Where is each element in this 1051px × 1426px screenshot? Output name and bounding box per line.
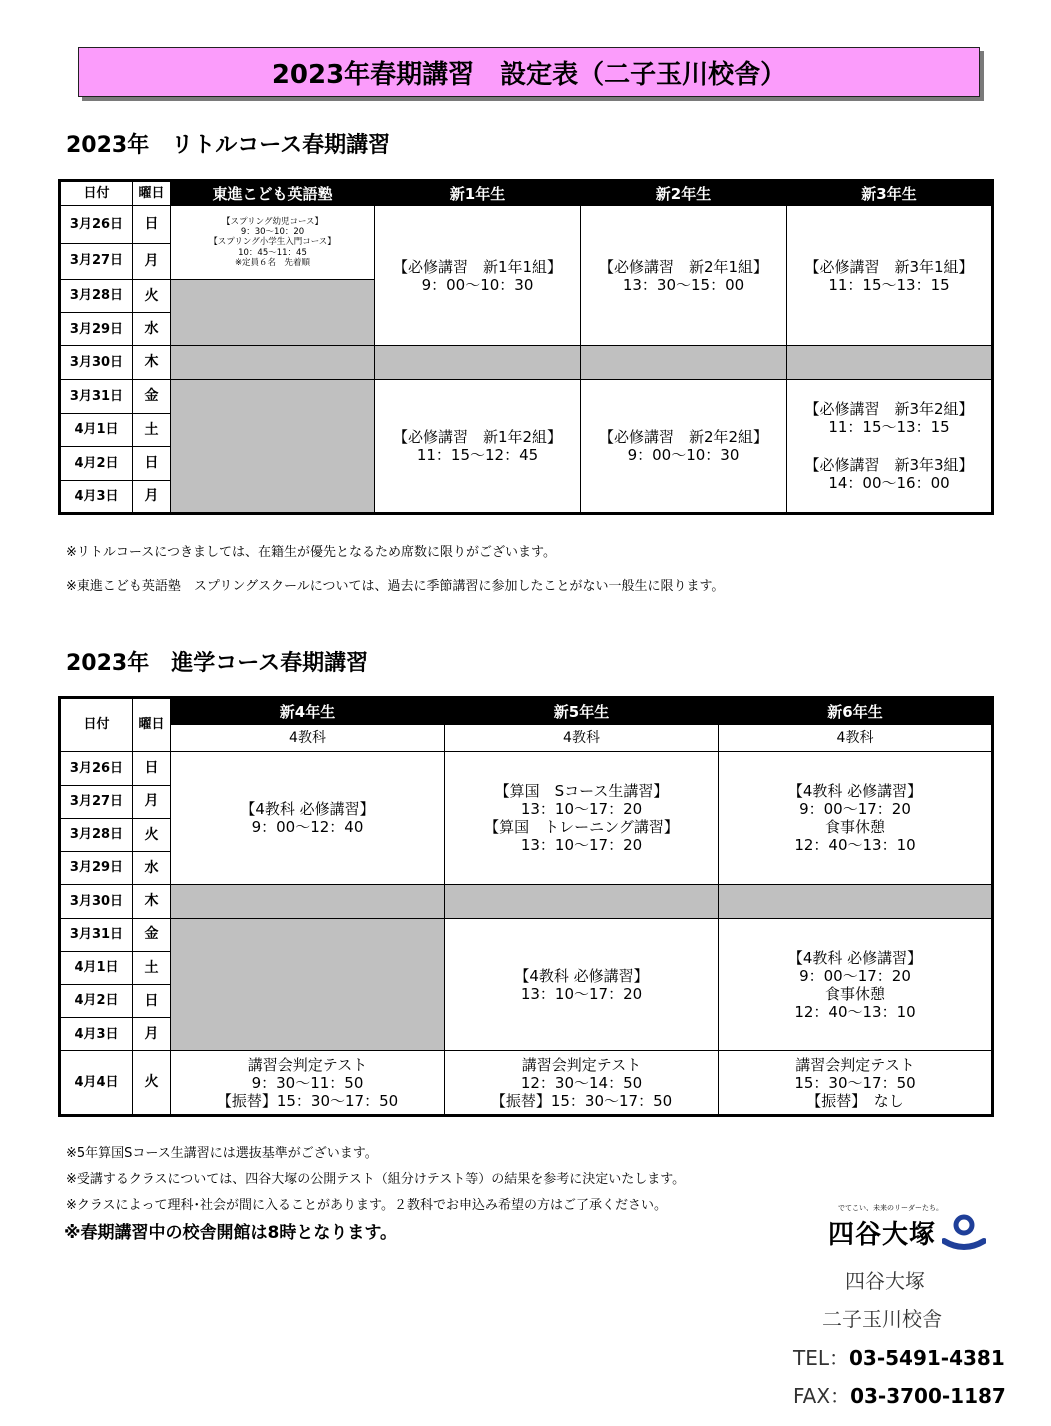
header-grade1: 新1年生 bbox=[375, 181, 581, 206]
date-cell: 3月30日 bbox=[60, 885, 133, 918]
grade5-required: 【4教科 必修講習】 13：10～17：20 bbox=[445, 918, 719, 1051]
grade6-required: 【4教科 必修講習】 9：00～17：20 食事休憩 12：40～13：10 bbox=[719, 752, 993, 885]
grade2-class1: 【必修講習 新2年1組】 13：30～15：00 bbox=[581, 206, 787, 346]
date-cell: 4月2日 bbox=[60, 985, 133, 1018]
weekday-cell: 金 bbox=[133, 918, 171, 951]
empty-cell bbox=[445, 885, 719, 918]
header-weekday: 曜日 bbox=[133, 698, 171, 752]
date-cell: 3月31日 bbox=[60, 379, 133, 413]
header-grade4: 新4年生 bbox=[171, 698, 445, 725]
date-cell: 3月27日 bbox=[60, 785, 133, 818]
grade2-class2: 【必修講習 新2年2組】 9：00～10：30 bbox=[581, 379, 787, 513]
header-weekday: 曜日 bbox=[133, 181, 171, 206]
empty-cell bbox=[581, 346, 787, 379]
grade3-class2-3: 【必修講習 新3年2組】 11：15～13：15 【必修講習 新3年3組】 14：00～16：00 bbox=[787, 379, 993, 513]
shingaku-note-3: ※クラスによって理科･社会が間に入ることがあります。２教科でお申込み希望の方はご了承ください。 bbox=[66, 1198, 667, 1213]
weekday-cell: 水 bbox=[133, 852, 171, 885]
weekday-cell: 月 bbox=[133, 480, 171, 513]
brand-name: 四谷大塚 bbox=[828, 1219, 937, 1250]
weekday-cell: 火 bbox=[133, 279, 171, 312]
date-cell: 3月30日 bbox=[60, 346, 133, 379]
shingaku-course-heading: 2023年 進学コース春期講習 bbox=[66, 651, 369, 676]
weekday-cell: 日 bbox=[133, 985, 171, 1018]
empty-cell bbox=[171, 379, 375, 513]
little-note-2: ※東進こども英語塾 スプリングスクールについては、過去に季節講習に参加したことがない一般生に限ります。 bbox=[66, 579, 725, 594]
header-grade6: 新6年生 bbox=[719, 698, 993, 725]
weekday-cell: 月 bbox=[133, 243, 171, 279]
empty-cell bbox=[787, 346, 993, 379]
weekday-cell: 火 bbox=[133, 818, 171, 851]
grade6-test: 講習会判定テスト 15：30～17：50 【振替】 なし bbox=[719, 1051, 993, 1116]
grade3-class1: 【必修講習 新3年1組】 11：15～13：15 bbox=[787, 206, 993, 346]
header-english: 東進こども英語塾 bbox=[171, 181, 375, 206]
little-course-heading: 2023年 リトルコース春期講習 bbox=[66, 133, 391, 158]
empty-cell bbox=[171, 885, 445, 918]
shingaku-note-1: ※5年算国Sコース生講習には選抜基準がございます。 bbox=[66, 1146, 378, 1161]
weekday-cell: 木 bbox=[133, 885, 171, 918]
header-date: 日付 bbox=[60, 698, 133, 752]
contact-fax: FAX：03-3700-1187 bbox=[793, 1384, 1006, 1408]
date-cell: 4月4日 bbox=[60, 1051, 133, 1116]
grade6-required-2: 【4教科 必修講習】 9：00～17：20 食事休憩 12：40～13：10 bbox=[719, 918, 993, 1051]
header-grade5: 新5年生 bbox=[445, 698, 719, 725]
weekday-cell: 日 bbox=[133, 206, 171, 243]
date-cell: 3月28日 bbox=[60, 818, 133, 851]
empty-cell bbox=[719, 885, 993, 918]
header-grade2: 新2年生 bbox=[581, 181, 787, 206]
grade4-test: 講習会判定テスト 9：30～11：50 【振替】15：30～17：50 bbox=[171, 1051, 445, 1116]
weekday-cell: 水 bbox=[133, 313, 171, 346]
opening-time-note: ※春期講習中の校舎開館は8時となります。 bbox=[64, 1223, 397, 1243]
date-cell: 4月3日 bbox=[60, 480, 133, 513]
header-date: 日付 bbox=[60, 181, 133, 206]
date-cell: 3月27日 bbox=[60, 243, 133, 279]
contact-name: 四谷大塚 bbox=[845, 1269, 925, 1293]
empty-cell bbox=[375, 346, 581, 379]
brand-logo bbox=[828, 1203, 1008, 1251]
weekday-cell: 日 bbox=[133, 447, 171, 480]
empty-cell bbox=[171, 918, 445, 1051]
date-cell: 3月26日 bbox=[60, 206, 133, 243]
date-cell: 4月3日 bbox=[60, 1018, 133, 1051]
weekday-cell: 月 bbox=[133, 1018, 171, 1051]
subject-grade6: 4教科 bbox=[719, 725, 993, 752]
empty-cell bbox=[171, 346, 375, 379]
empty-cell bbox=[171, 279, 375, 346]
page-title: 2023年春期講習 設定表（二子玉川校舎） bbox=[78, 47, 980, 97]
brand-tagline: でてこい、未来のリーダーたち。 bbox=[838, 1204, 943, 1212]
date-cell: 3月26日 bbox=[60, 752, 133, 785]
date-cell: 4月1日 bbox=[60, 414, 133, 447]
english-schedule: 【スプリング幼児コース】 9：30～10：20 【スプリング小学生入門コース】 10：45～11：45 ※定員６名 先着順 bbox=[171, 206, 375, 280]
date-cell: 3月29日 bbox=[60, 852, 133, 885]
header-grade3: 新3年生 bbox=[787, 181, 993, 206]
little-course-table bbox=[58, 179, 994, 515]
weekday-cell: 月 bbox=[133, 785, 171, 818]
brand-mark-icon bbox=[942, 1213, 986, 1251]
grade5-s-course: 【算国 Sコース生講習】 13：10～17：20 【算国 トレーニング講習】 13：10～17：20 bbox=[445, 752, 719, 885]
shingaku-course-table bbox=[58, 696, 994, 1117]
date-cell: 3月28日 bbox=[60, 279, 133, 312]
little-note-1: ※リトルコースにつきましては、在籍生が優先となるため席数に限りがございます。 bbox=[66, 545, 556, 560]
subject-grade5: 4教科 bbox=[445, 725, 719, 752]
weekday-cell: 日 bbox=[133, 752, 171, 785]
grade1-class2: 【必修講習 新1年2組】 11：15～12：45 bbox=[375, 379, 581, 513]
weekday-cell: 土 bbox=[133, 414, 171, 447]
weekday-cell: 木 bbox=[133, 346, 171, 379]
grade4-required: 【4教科 必修講習】 9：00～12：40 bbox=[171, 752, 445, 885]
shingaku-note-2: ※受講するクラスについては、四谷大塚の公開テスト（組分けテスト等）の結果を参考に決定いたします。 bbox=[66, 1172, 686, 1187]
date-cell: 3月29日 bbox=[60, 313, 133, 346]
date-cell: 3月31日 bbox=[60, 918, 133, 951]
date-cell: 4月1日 bbox=[60, 951, 133, 984]
contact-school: 二子玉川校舎 bbox=[822, 1307, 942, 1331]
weekday-cell: 土 bbox=[133, 951, 171, 984]
weekday-cell: 火 bbox=[133, 1051, 171, 1116]
grade1-class1: 【必修講習 新1年1組】 9：00～10：30 bbox=[375, 206, 581, 346]
subject-grade4: 4教科 bbox=[171, 725, 445, 752]
weekday-cell: 金 bbox=[133, 379, 171, 413]
contact-tel: TEL：03-5491-4381 bbox=[793, 1346, 1005, 1370]
grade5-test: 講習会判定テスト 12：30～14：50 【振替】15：30～17：50 bbox=[445, 1051, 719, 1116]
date-cell: 4月2日 bbox=[60, 447, 133, 480]
